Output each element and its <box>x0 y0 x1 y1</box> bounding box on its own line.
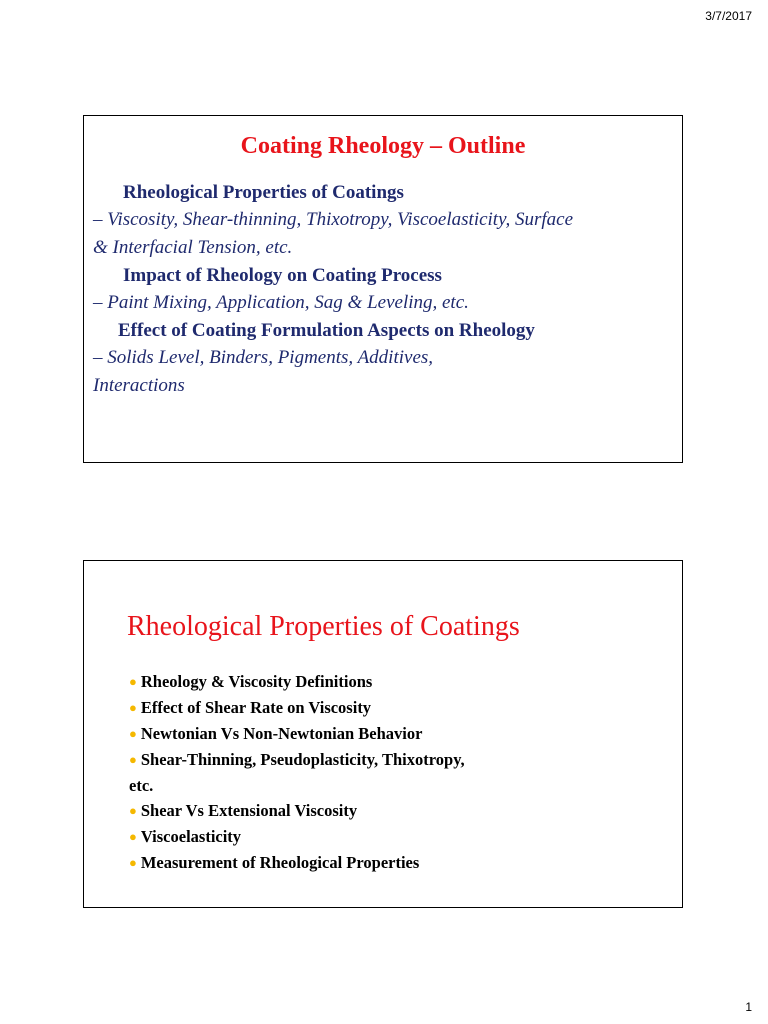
slide-properties <box>83 560 683 908</box>
list-item-text: Viscoelasticity <box>140 827 242 846</box>
section-detail: – Paint Mixing, Application, Sag & Leveling, etc. <box>93 292 469 313</box>
section-detail: Interactions <box>93 375 185 396</box>
section-detail: & Interfacial Tension, etc. <box>93 237 293 258</box>
list-item <box>129 747 662 773</box>
bullet-icon: ● <box>129 752 137 767</box>
list-item <box>129 695 662 721</box>
list-item <box>129 721 662 747</box>
bullet-icon: ● <box>129 829 137 844</box>
section-heading: Rheological Properties of Coatings <box>123 182 404 203</box>
bullet-icon: ● <box>129 855 137 870</box>
bullet-icon: ● <box>129 700 137 715</box>
list-item <box>129 824 662 850</box>
section-heading: Impact of Rheology on Coating Process <box>123 265 442 286</box>
section-heading: Effect of Coating Formulation Aspects on Rheology <box>118 320 535 341</box>
list-item-text: Rheology & Viscosity Definitions <box>140 672 373 691</box>
list-item <box>129 669 662 695</box>
bullet-icon: ● <box>129 803 137 818</box>
section-detail: – Solids Level, Binders, Pigments, Additives, <box>93 347 434 368</box>
page-date: 3/7/2017 <box>705 9 752 23</box>
section-detail: – Viscosity, Shear-thinning, Thixotropy, Viscoelasticity, Surface <box>93 209 574 230</box>
bullet-list <box>129 669 662 876</box>
list-item-text: Measurement of Rheological Properties <box>140 853 420 872</box>
list-item-text: Shear-Thinning, Pseudoplasticity, Thixotropy, <box>140 750 465 769</box>
list-item-text: Effect of Shear Rate on Viscosity <box>140 698 372 717</box>
slide-title: Coating Rheology – Outline <box>240 133 526 159</box>
slide-outline <box>83 115 683 463</box>
bullet-icon: ● <box>129 726 137 741</box>
slide-body <box>93 179 672 400</box>
list-item <box>129 798 662 824</box>
page-number: 1 <box>745 1000 752 1014</box>
list-item-text: Shear Vs Extensional Viscosity <box>140 801 358 820</box>
bullet-icon: ● <box>129 674 137 689</box>
list-item-text: Newtonian Vs Non-Newtonian Behavior <box>140 724 423 743</box>
list-item <box>129 850 662 876</box>
slide-title: Rheological Properties of Coatings <box>127 611 520 642</box>
list-item-continuation: etc. <box>129 776 154 795</box>
